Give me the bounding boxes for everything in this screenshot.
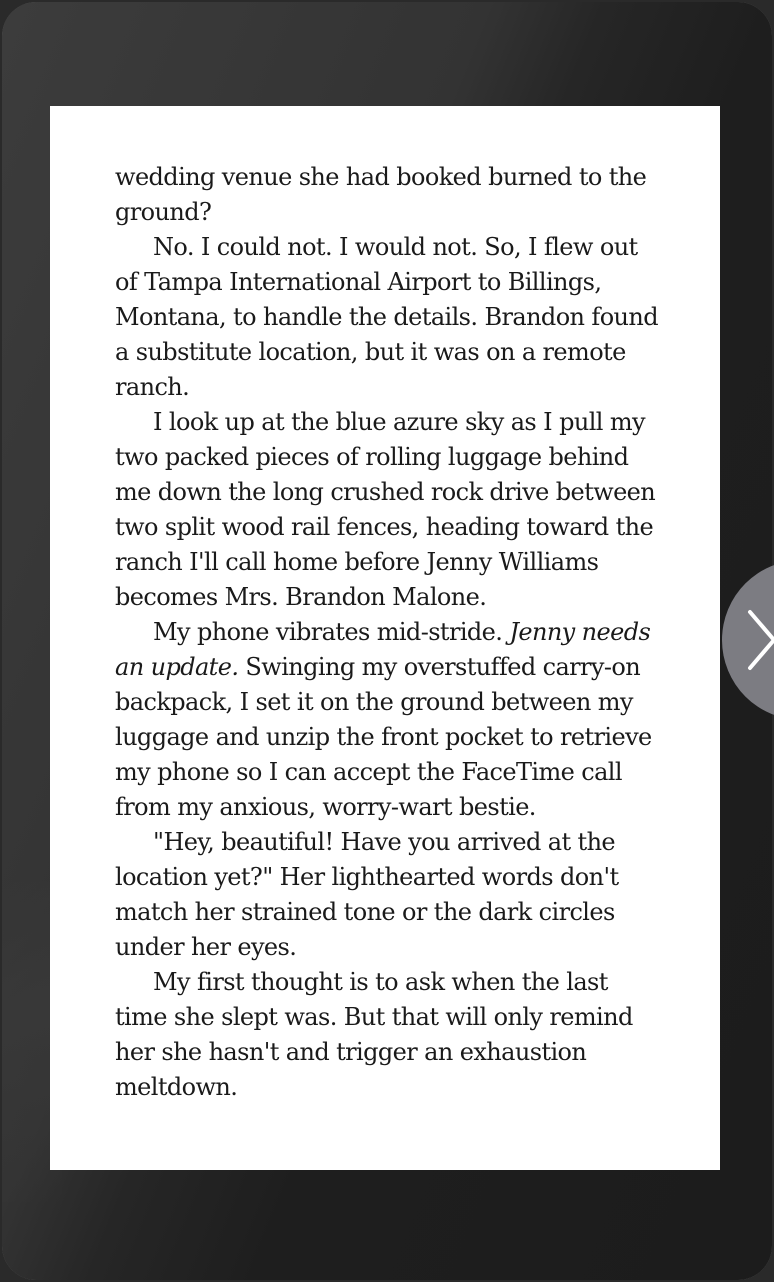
page-text <box>115 160 663 1105</box>
paragraph-3: I look up at the blue azure sky as I pull my two packed pieces of rolling luggage behind me down the long crushed rock drive between two split wood rail fences, heading toward the ranch I'll call home before Jenny Williams becomes Mrs. Brandon Malone. <box>115 408 656 611</box>
paragraph-1: wedding venue she had booked burned to the ground? <box>115 163 647 226</box>
paragraph-6: My first thought is to ask when the last time she slept was. But that will only remind her she hasn't and trigger an exhaustion meltdown. <box>115 968 633 1101</box>
italic-thought: Jenny needs an update. <box>115 618 651 681</box>
paragraph-4: My phone vibrates mid-stride. Jenny needs an update. Swinging my overstuffed carry-on backpack, I set it on the ground between my luggage and unzip the front pocket to retrieve my phone so I can accept the FaceTime call from my anxious, worry-wart bestie. <box>115 618 652 821</box>
paragraph-5: "Hey, beautiful! Have you arrived at the location yet?" Her lighthearted words don't match her strained tone or the dark circles under her eyes. <box>115 828 619 961</box>
reader-screen <box>50 106 720 1170</box>
paragraph-2: No. I could not. I would not. So, I flew out of Tampa International Airport to Billings, Montana, to handle the details. Brandon found a substitute location, but it was on a remote ranch. <box>115 233 659 401</box>
chevron-right-icon <box>744 608 774 672</box>
